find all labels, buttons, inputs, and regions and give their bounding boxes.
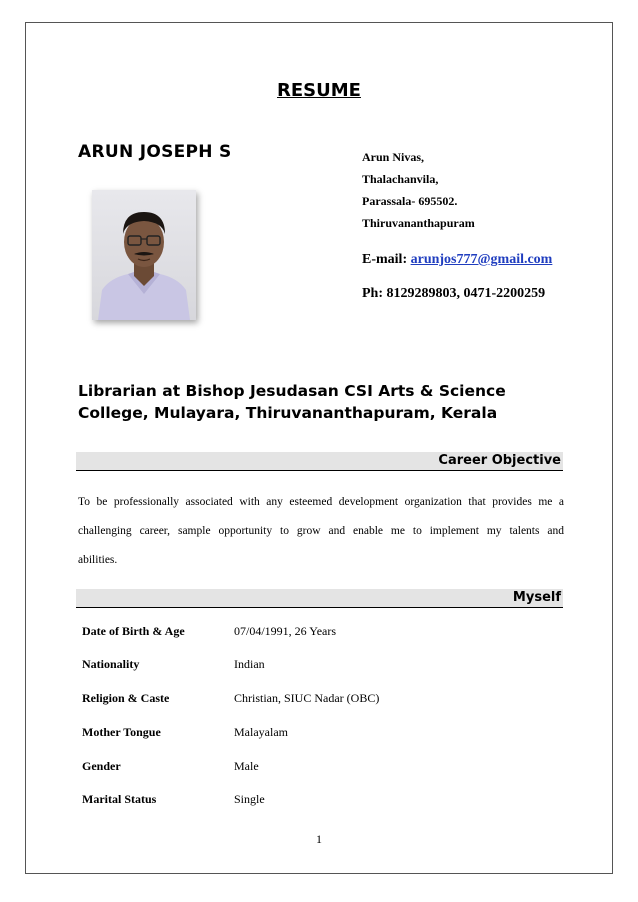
current-position-headline: Librarian at Bishop Jesudasan CSI Arts & Science College, Mulayara, Thiruvananthapuram, Kerala (78, 382, 506, 422)
detail-value: Christian, SIUC Nadar (OBC) (234, 691, 380, 705)
detail-label: Date of Birth & Age (82, 624, 185, 638)
address-line-4: Thiruvananthapuram (362, 216, 475, 230)
detail-value: Single (234, 792, 265, 806)
myself-bar (76, 589, 563, 608)
phone-line: Ph: 8129289803, 0471-2200259 (362, 286, 546, 301)
detail-label: Marital Status (82, 792, 157, 806)
detail-label: Gender (82, 759, 121, 773)
email-line (362, 252, 552, 268)
career-objective-heading: Career Objective (438, 453, 561, 468)
career-objective-bar (76, 452, 563, 471)
detail-value: Indian (234, 657, 265, 671)
email-label: E-mail: (362, 252, 411, 267)
address-line-3: Parassala- 695502. (362, 194, 458, 208)
detail-label: Religion & Caste (82, 691, 170, 705)
detail-label: Nationality (82, 657, 140, 671)
candidate-name: ARUN JOSEPH S (78, 142, 232, 162)
career-objective-text: To be professionally associated with any esteemed development organization that provides me a challenging career, sample opportunity to grow and enable me to implement my talents and abilities. (78, 496, 564, 566)
address-line-1: Arun Nivas, (362, 150, 425, 164)
email-link[interactable]: arunjos777@gmail.com (410, 252, 553, 267)
detail-label: Mother Tongue (82, 725, 161, 739)
profile-photo (92, 190, 196, 320)
detail-value: Malayalam (234, 725, 288, 739)
page-number: 1 (316, 832, 322, 846)
resume-title: RESUME (277, 80, 361, 101)
myself-heading: Myself (512, 590, 561, 605)
detail-value: Male (234, 759, 259, 773)
address-line-2: Thalachanvila, (362, 172, 439, 186)
detail-value: 07/04/1991, 26 Years (234, 624, 337, 638)
